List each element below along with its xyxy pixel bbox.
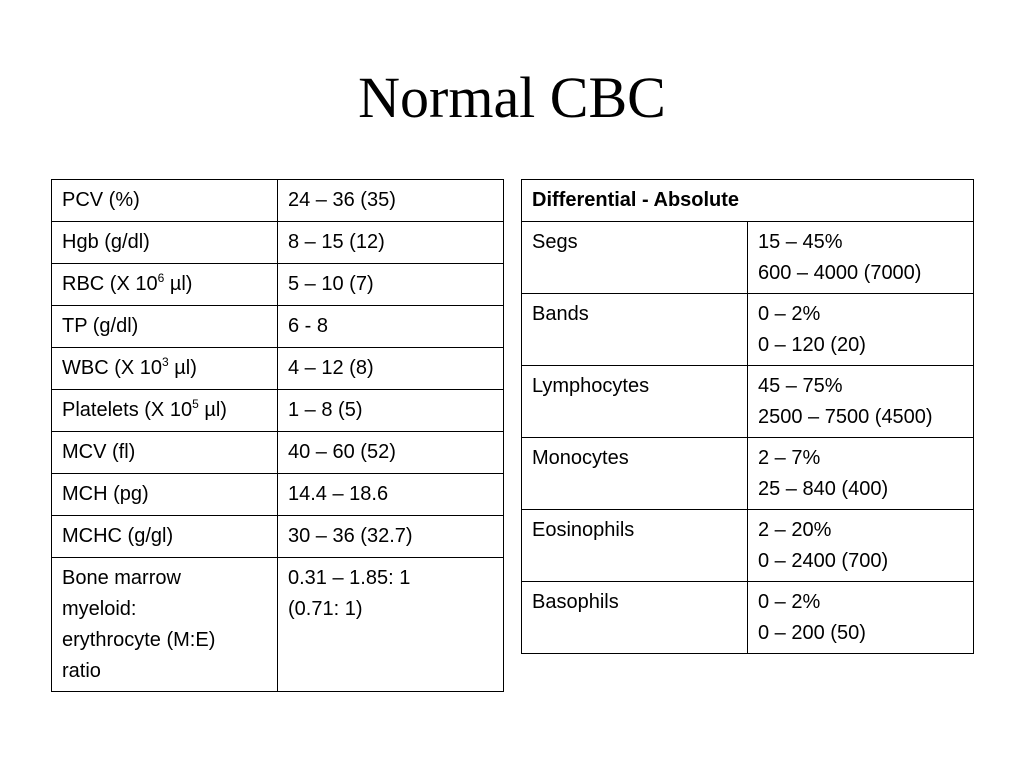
label-text: RBC (X 10 [62,273,158,295]
value-text: 4 – 12 (8) [288,357,374,379]
row-value [278,306,504,348]
row-label: Monocytes [522,438,748,510]
row-label [52,516,278,558]
table-row [522,366,974,438]
label-line: erythrocyte (M:E) [62,629,216,651]
value-text: 14.4 – 18.6 [288,483,389,505]
row-label [52,558,278,692]
table-row [52,180,504,222]
label-text: MCH (pg) [62,483,149,505]
table-row [522,582,974,654]
label-text: MCV (fl) [62,441,136,463]
percent-range: 2 – 20% [758,519,832,541]
value-line: (0.71: 1) [288,598,363,620]
value-text: 24 – 36 (35) [288,189,396,211]
label-text: TP (g/dl) [62,315,139,337]
label-text: WBC (X 10 [62,357,163,379]
label-unit: µl) [168,357,197,379]
table-row [522,438,974,510]
row-value [278,348,504,390]
row-label [52,390,278,432]
label-exponent: 6 [157,271,165,285]
row-value [278,390,504,432]
row-value [748,366,974,438]
row-label: Basophils [522,582,748,654]
absolute-range: 0 – 2400 (700) [758,550,889,572]
absolute-range: 600 – 4000 (7000) [758,262,922,284]
percent-range: 2 – 7% [758,447,821,469]
row-label [52,264,278,306]
table-row [52,306,504,348]
label-unit: µl) [164,273,193,295]
value-line: 0.31 – 1.85: 1 [288,567,411,589]
label-text: PCV (%) [62,189,140,211]
label-unit: µl) [198,399,227,421]
value-text: 40 – 60 (52) [288,441,396,463]
slide-title: Normal CBC [358,65,666,130]
table-row [522,510,974,582]
table-header-row [522,180,974,222]
row-value [278,432,504,474]
row-value [278,222,504,264]
row-label: Eosinophils [522,510,748,582]
row-label [52,474,278,516]
absolute-range: 2500 – 7500 (4500) [758,406,933,428]
percent-range: 15 – 45% [758,231,843,253]
absolute-range: 0 – 200 (50) [758,622,866,644]
row-value [278,474,504,516]
row-label [52,348,278,390]
row-value [748,438,974,510]
table-row [522,294,974,366]
row-label: Segs [522,222,748,294]
label-text: Hgb (g/dl) [62,231,150,253]
row-label: Lymphocytes [522,366,748,438]
row-value [748,582,974,654]
row-value [748,294,974,366]
row-value [278,180,504,222]
table-row [52,264,504,306]
row-value [748,510,974,582]
table-row [52,558,504,692]
label-text: MCHC (g/gl) [62,525,174,547]
table-row [522,222,974,294]
row-label [52,222,278,264]
row-label [52,180,278,222]
differential-header: Differential - Absolute [522,180,974,222]
row-value [278,558,504,692]
value-text: 6 - 8 [288,315,329,337]
row-value [748,222,974,294]
percent-range: 0 – 2% [758,303,821,325]
table-row [52,348,504,390]
value-text: 5 – 10 (7) [288,273,374,295]
percent-range: 0 – 2% [758,591,821,613]
differential-table [521,179,974,654]
label-line: myeloid: [62,598,137,620]
row-value [278,264,504,306]
table-row [52,516,504,558]
value-text: 8 – 15 (12) [288,231,385,253]
label-text: Platelets (X 10 [62,399,193,421]
value-text: 1 – 8 (5) [288,399,363,421]
cbc-values-table [51,179,504,692]
row-label [52,432,278,474]
label-line: Bone marrow [62,567,181,589]
percent-range: 45 – 75% [758,375,843,397]
row-label: Bands [522,294,748,366]
absolute-range: 0 – 120 (20) [758,334,866,356]
row-value [278,516,504,558]
table-row [52,432,504,474]
table-row [52,474,504,516]
label-exponent: 3 [162,355,169,369]
row-label [52,306,278,348]
table-row [52,390,504,432]
table-row [52,222,504,264]
label-line: ratio [62,660,101,682]
label-exponent: 5 [192,397,199,411]
value-text: 30 – 36 (32.7) [288,525,413,547]
absolute-range: 25 – 840 (400) [758,478,889,500]
